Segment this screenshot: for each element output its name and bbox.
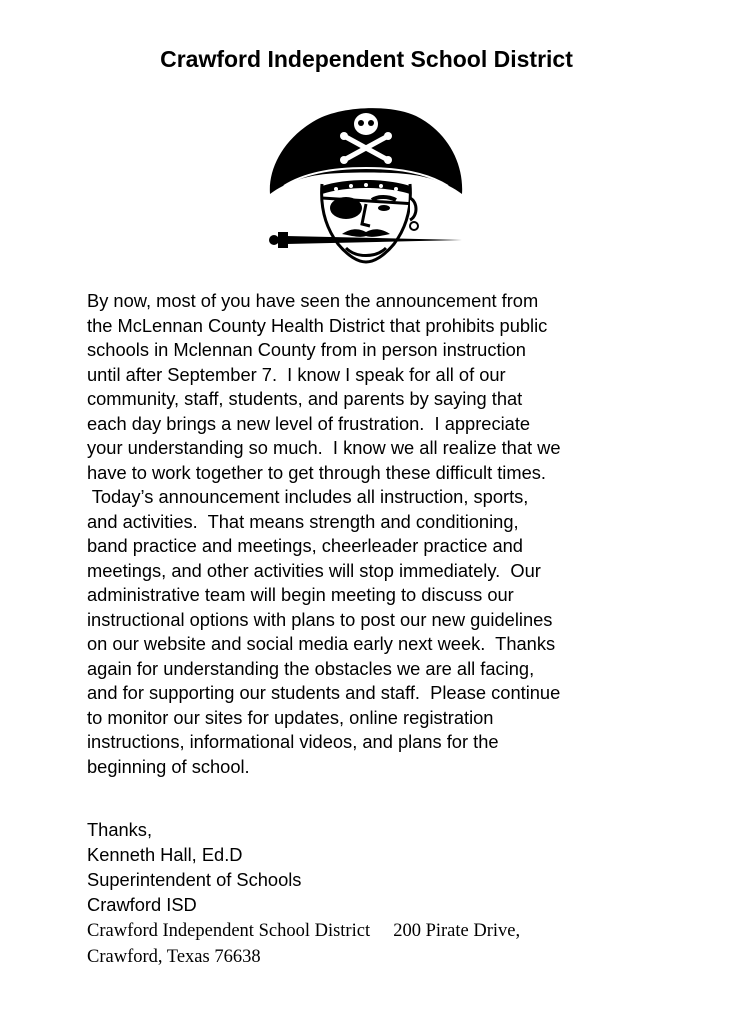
body-line: community, staff, students, and parents by saying that (87, 388, 523, 409)
body-line: again for understanding the obstacles we are all facing, (87, 657, 535, 679)
body-line: instructions, informational videos, and plans for the (87, 731, 499, 752)
body-line: instructional options with plans to post our new guidelines (87, 608, 553, 630)
body-line: beginning of school. (87, 755, 250, 777)
body-line: Today’s announcement includes all instruction, sports, (87, 486, 529, 507)
signature-closing: Thanks, (87, 819, 153, 840)
body-line: and for supporting our students and staff. Please continue (87, 682, 561, 703)
footer-line-1: Crawford Independent School District 200 Pirate Drive, (87, 921, 521, 941)
body-line: and activities. That means strength and conditioning, (87, 510, 519, 532)
signature-org: Crawford ISD (87, 894, 197, 915)
body-line: each day brings a new level of frustration. I appreciate (87, 412, 531, 434)
body-line: meetings, and other activities will stop immediately. Our (87, 559, 541, 581)
body-line: until after September 7. I know I speak for all of our (87, 363, 506, 385)
pirate-mascot-icon (266, 98, 466, 264)
signature-role: Superintendent of Schools (87, 869, 302, 890)
footer-line-2: Crawford, Texas 76638 (87, 947, 261, 967)
body-line: schools in Mclennan County from in person instruction (87, 339, 526, 360)
signature-name: Kenneth Hall, Ed.D (87, 844, 243, 865)
body-line: the McLennan County Health District that prohibits public (87, 314, 548, 336)
address-footer (87, 918, 707, 970)
body-line: band practice and meetings, cheerleader practice and (87, 535, 523, 556)
body-line: on our website and social media early next week. Thanks (87, 633, 556, 654)
letter-body (87, 289, 687, 779)
body-line: to monitor our sites for updates, online registration (87, 706, 494, 728)
body-line: have to work together to get through these difficult times. (87, 461, 546, 483)
signature-block (87, 817, 687, 917)
body-line: administrative team will begin meeting to discuss our (87, 584, 514, 605)
body-line: your understanding so much. I know we all realize that we (87, 437, 561, 458)
letter-title: Crawford Independent School District (160, 46, 573, 72)
body-line: By now, most of you have seen the announcement from (87, 290, 539, 311)
